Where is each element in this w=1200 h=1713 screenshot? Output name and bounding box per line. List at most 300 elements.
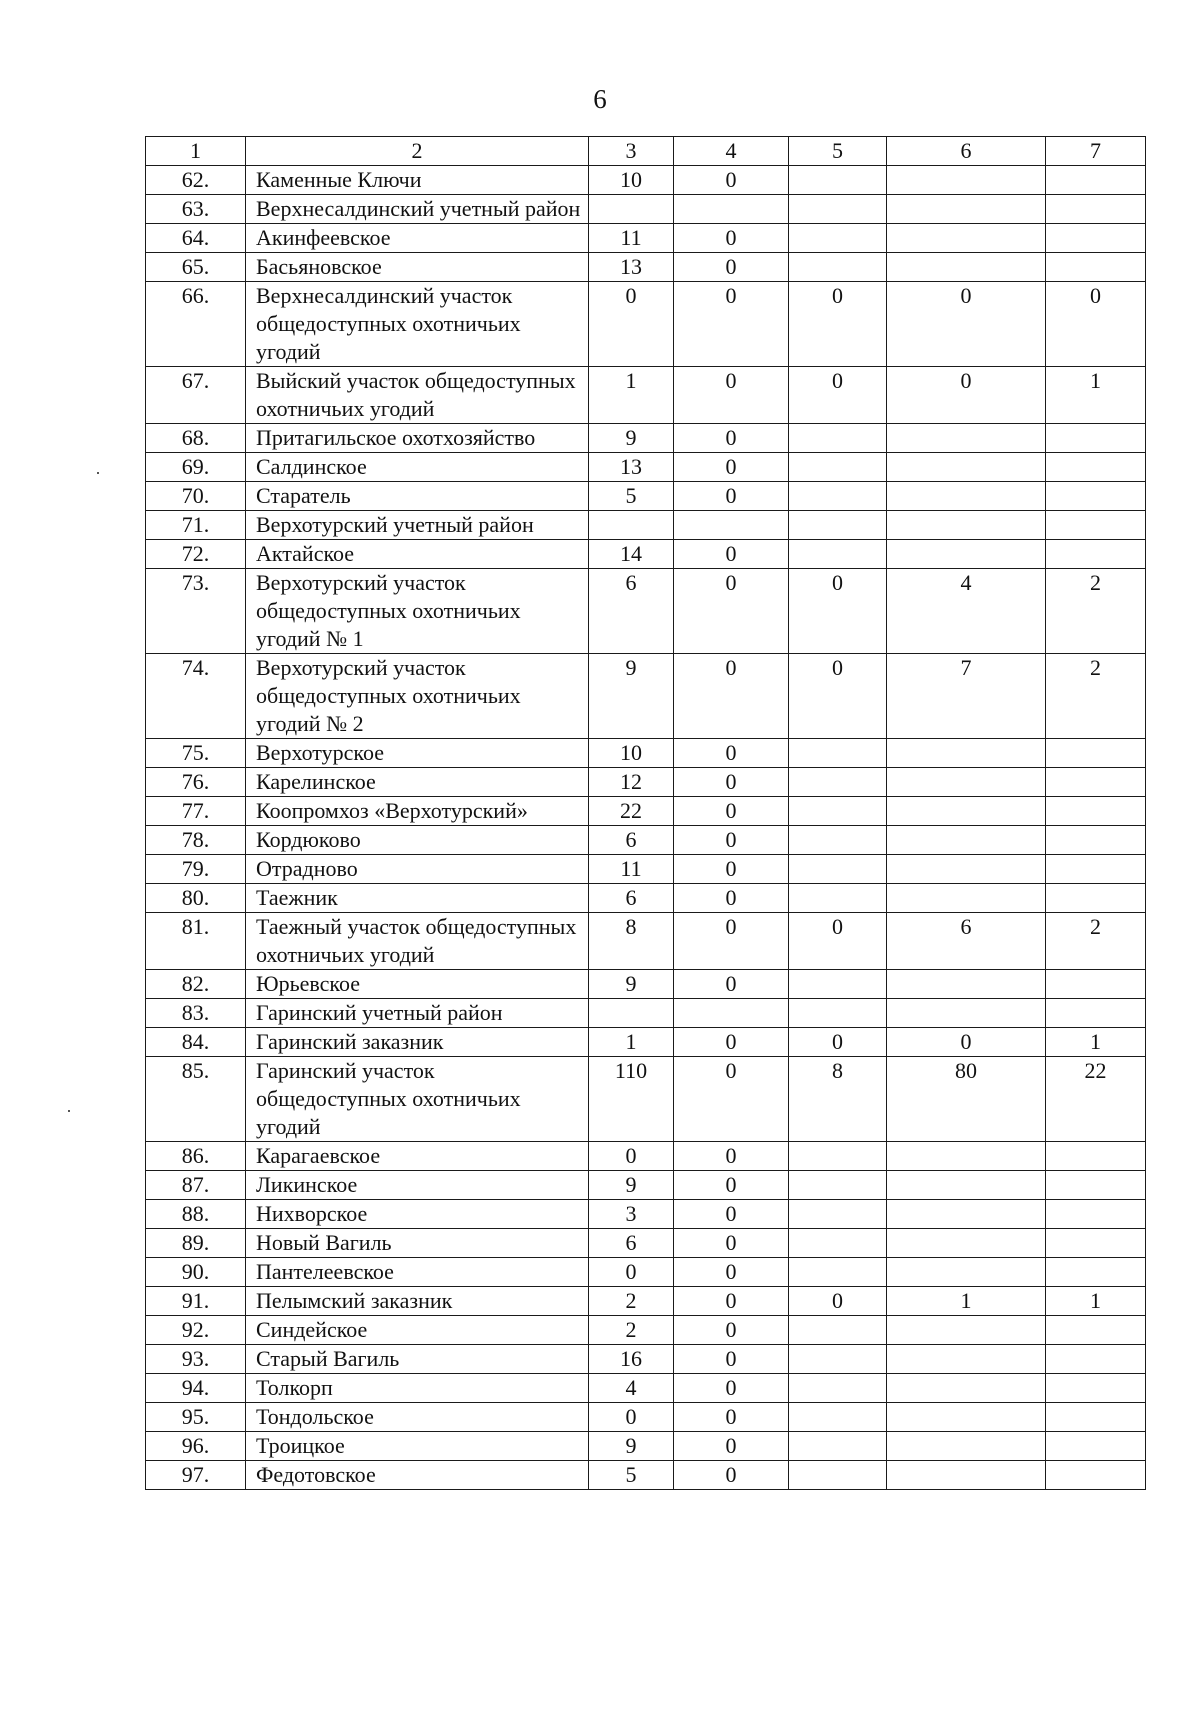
row-col-4: 0 — [674, 1316, 789, 1345]
row-col-5 — [789, 1229, 887, 1258]
row-col-5 — [789, 1316, 887, 1345]
row-col-5 — [789, 826, 887, 855]
row-number: 68. — [146, 424, 246, 453]
row-number: 67. — [146, 367, 246, 424]
row-col-6: 0 — [887, 282, 1046, 367]
row-col-4 — [674, 511, 789, 540]
row-col-5 — [789, 768, 887, 797]
row-col-6 — [887, 797, 1046, 826]
row-col-6 — [887, 166, 1046, 195]
row-col-6 — [887, 768, 1046, 797]
row-col-5 — [789, 166, 887, 195]
row-col-4: 0 — [674, 654, 789, 739]
row-col-5 — [789, 970, 887, 999]
row-col-3: 2 — [589, 1316, 674, 1345]
row-col-6 — [887, 195, 1046, 224]
row-name: Нихворское — [246, 1200, 589, 1229]
row-name: Тондольское — [246, 1403, 589, 1432]
header-cell-6: 6 — [887, 137, 1046, 166]
row-col-3: 1 — [589, 1028, 674, 1057]
row-number: 78. — [146, 826, 246, 855]
row-col-7 — [1046, 1142, 1146, 1171]
row-number: 86. — [146, 1142, 246, 1171]
row-col-5 — [789, 855, 887, 884]
table-row — [146, 253, 1146, 282]
table-row — [146, 1345, 1146, 1374]
row-col-4: 0 — [674, 1345, 789, 1374]
row-name: Отрадново — [246, 855, 589, 884]
row-col-5 — [789, 1200, 887, 1229]
row-number: 66. — [146, 282, 246, 367]
row-number: 79. — [146, 855, 246, 884]
row-col-3: 16 — [589, 1345, 674, 1374]
row-col-5 — [789, 453, 887, 482]
row-name: Карелинское — [246, 768, 589, 797]
row-name: Гаринский участок общедоступных охотничьих угодий — [246, 1057, 589, 1142]
row-col-4: 0 — [674, 166, 789, 195]
row-col-5 — [789, 511, 887, 540]
row-name: Верхотурский участок общедоступных охотничьих угодий № 2 — [246, 654, 589, 739]
row-col-4: 0 — [674, 970, 789, 999]
row-number: 88. — [146, 1200, 246, 1229]
row-col-3: 6 — [589, 569, 674, 654]
row-col-4: 0 — [674, 797, 789, 826]
table-row — [146, 166, 1146, 195]
row-col-3: 10 — [589, 166, 674, 195]
row-name: Новый Вагиль — [246, 1229, 589, 1258]
row-col-7 — [1046, 482, 1146, 511]
row-col-7 — [1046, 253, 1146, 282]
row-col-4: 0 — [674, 1403, 789, 1432]
table-row — [146, 768, 1146, 797]
row-col-6 — [887, 1374, 1046, 1403]
row-col-4 — [674, 195, 789, 224]
row-col-6 — [887, 1461, 1046, 1490]
row-col-4: 0 — [674, 367, 789, 424]
row-number: 94. — [146, 1374, 246, 1403]
row-col-5 — [789, 224, 887, 253]
table-row — [146, 195, 1146, 224]
row-col-3: 2 — [589, 1287, 674, 1316]
row-col-7 — [1046, 797, 1146, 826]
row-name: Кордюково — [246, 826, 589, 855]
row-name: Таежный участок общедоступных охотничьих угодий — [246, 913, 589, 970]
row-col-3: 0 — [589, 282, 674, 367]
row-col-6 — [887, 1432, 1046, 1461]
row-col-3: 0 — [589, 1142, 674, 1171]
row-col-4: 0 — [674, 913, 789, 970]
row-col-3 — [589, 999, 674, 1028]
row-col-4: 0 — [674, 1287, 789, 1316]
row-col-5 — [789, 482, 887, 511]
table-row — [146, 1142, 1146, 1171]
row-col-6 — [887, 482, 1046, 511]
row-number: 89. — [146, 1229, 246, 1258]
row-col-3: 9 — [589, 424, 674, 453]
row-col-6: 0 — [887, 1028, 1046, 1057]
row-col-5 — [789, 540, 887, 569]
table-row — [146, 367, 1146, 424]
row-col-3 — [589, 195, 674, 224]
row-col-7 — [1046, 1374, 1146, 1403]
row-name: Пелымский заказник — [246, 1287, 589, 1316]
row-name: Коопромхоз «Верхотурский» — [246, 797, 589, 826]
table-row — [146, 540, 1146, 569]
row-col-3: 12 — [589, 768, 674, 797]
row-col-7 — [1046, 739, 1146, 768]
row-name: Каменные Ключи — [246, 166, 589, 195]
header-cell-2: 2 — [246, 137, 589, 166]
row-col-6 — [887, 970, 1046, 999]
row-col-3: 6 — [589, 826, 674, 855]
row-col-3: 5 — [589, 1461, 674, 1490]
row-col-7 — [1046, 540, 1146, 569]
row-col-6 — [887, 224, 1046, 253]
scan-speck — [68, 1110, 70, 1112]
row-col-7 — [1046, 453, 1146, 482]
row-col-5 — [789, 884, 887, 913]
table-row — [146, 970, 1146, 999]
table-row — [146, 999, 1146, 1028]
table-row — [146, 1229, 1146, 1258]
row-col-3: 1 — [589, 367, 674, 424]
row-col-3: 0 — [589, 1258, 674, 1287]
row-name: Верхотурский участок общедоступных охотничьих угодий № 1 — [246, 569, 589, 654]
row-col-3: 110 — [589, 1057, 674, 1142]
row-col-7 — [1046, 826, 1146, 855]
row-col-4: 0 — [674, 1432, 789, 1461]
row-name: Верхнесалдинский учетный район — [246, 195, 589, 224]
row-col-3: 0 — [589, 1403, 674, 1432]
row-name: Синдейское — [246, 1316, 589, 1345]
row-col-4: 0 — [674, 1461, 789, 1490]
row-col-7 — [1046, 1316, 1146, 1345]
row-col-4: 0 — [674, 1028, 789, 1057]
table-row — [146, 282, 1146, 367]
row-col-3: 11 — [589, 855, 674, 884]
row-col-7 — [1046, 224, 1146, 253]
table-row — [146, 1057, 1146, 1142]
row-col-4: 0 — [674, 768, 789, 797]
row-col-4: 0 — [674, 453, 789, 482]
row-col-4: 0 — [674, 1229, 789, 1258]
row-col-7 — [1046, 424, 1146, 453]
table-row — [146, 1171, 1146, 1200]
row-number: 87. — [146, 1171, 246, 1200]
row-col-3: 10 — [589, 739, 674, 768]
row-col-6 — [887, 453, 1046, 482]
row-col-5: 0 — [789, 654, 887, 739]
row-name: Ликинское — [246, 1171, 589, 1200]
row-col-3: 6 — [589, 884, 674, 913]
row-col-3: 9 — [589, 970, 674, 999]
row-number: 75. — [146, 739, 246, 768]
row-col-5: 0 — [789, 367, 887, 424]
row-col-5: 0 — [789, 1028, 887, 1057]
table-body — [146, 137, 1146, 1490]
row-col-6 — [887, 424, 1046, 453]
row-col-5 — [789, 1461, 887, 1490]
table-row — [146, 424, 1146, 453]
row-name: Федотовское — [246, 1461, 589, 1490]
row-number: 76. — [146, 768, 246, 797]
row-col-3: 8 — [589, 913, 674, 970]
row-col-6 — [887, 1200, 1046, 1229]
row-col-4: 0 — [674, 1171, 789, 1200]
table-row — [146, 1374, 1146, 1403]
header-cell-7: 7 — [1046, 137, 1146, 166]
row-number: 63. — [146, 195, 246, 224]
row-number: 91. — [146, 1287, 246, 1316]
row-col-5 — [789, 424, 887, 453]
row-col-3: 6 — [589, 1229, 674, 1258]
row-col-7: 1 — [1046, 1287, 1146, 1316]
row-col-3: 9 — [589, 654, 674, 739]
row-name: Акинфеевское — [246, 224, 589, 253]
row-name: Карагаевское — [246, 1142, 589, 1171]
row-col-4: 0 — [674, 569, 789, 654]
row-col-6: 1 — [887, 1287, 1046, 1316]
row-col-4: 0 — [674, 424, 789, 453]
row-col-7: 2 — [1046, 569, 1146, 654]
row-number: 72. — [146, 540, 246, 569]
row-col-6 — [887, 884, 1046, 913]
row-col-5 — [789, 1432, 887, 1461]
row-name: Верхотурский учетный район — [246, 511, 589, 540]
row-number: 90. — [146, 1258, 246, 1287]
row-col-7 — [1046, 1403, 1146, 1432]
row-col-3: 13 — [589, 253, 674, 282]
row-col-4 — [674, 999, 789, 1028]
row-number: 73. — [146, 569, 246, 654]
row-name: Басьяновское — [246, 253, 589, 282]
row-col-6: 0 — [887, 367, 1046, 424]
row-number: 85. — [146, 1057, 246, 1142]
row-col-5: 0 — [789, 1287, 887, 1316]
row-col-6: 7 — [887, 654, 1046, 739]
row-number: 84. — [146, 1028, 246, 1057]
table-row — [146, 224, 1146, 253]
row-col-3: 4 — [589, 1374, 674, 1403]
row-col-7: 0 — [1046, 282, 1146, 367]
row-col-4: 0 — [674, 1142, 789, 1171]
row-number: 93. — [146, 1345, 246, 1374]
row-col-6: 6 — [887, 913, 1046, 970]
row-col-7: 22 — [1046, 1057, 1146, 1142]
row-col-5: 0 — [789, 913, 887, 970]
row-name: Притагильское охотхозяйство — [246, 424, 589, 453]
header-cell-1: 1 — [146, 137, 246, 166]
row-col-3: 9 — [589, 1171, 674, 1200]
row-name: Салдинское — [246, 453, 589, 482]
row-col-4: 0 — [674, 282, 789, 367]
row-name: Таежник — [246, 884, 589, 913]
row-col-6 — [887, 1229, 1046, 1258]
row-name: Верхнесалдинский участок общедоступных охотничьих угодий — [246, 282, 589, 367]
row-col-3: 3 — [589, 1200, 674, 1229]
row-col-7 — [1046, 1432, 1146, 1461]
table-row — [146, 1403, 1146, 1432]
table-row — [146, 1258, 1146, 1287]
row-col-5 — [789, 1403, 887, 1432]
row-number: 71. — [146, 511, 246, 540]
row-col-7 — [1046, 999, 1146, 1028]
row-col-6 — [887, 1258, 1046, 1287]
row-number: 95. — [146, 1403, 246, 1432]
row-name: Гаринский учетный район — [246, 999, 589, 1028]
row-col-7 — [1046, 1345, 1146, 1374]
row-number: 70. — [146, 482, 246, 511]
table-row — [146, 511, 1146, 540]
page-number: 6 — [593, 84, 607, 114]
table-row — [146, 569, 1146, 654]
row-col-6 — [887, 253, 1046, 282]
row-number: 97. — [146, 1461, 246, 1490]
row-col-3 — [589, 511, 674, 540]
header-cell-3: 3 — [589, 137, 674, 166]
header-cell-5: 5 — [789, 137, 887, 166]
row-col-4: 0 — [674, 826, 789, 855]
row-number: 69. — [146, 453, 246, 482]
row-name: Старатель — [246, 482, 589, 511]
row-name: Толкорп — [246, 1374, 589, 1403]
row-col-4: 0 — [674, 855, 789, 884]
row-col-7: 2 — [1046, 913, 1146, 970]
row-col-7 — [1046, 768, 1146, 797]
row-number: 80. — [146, 884, 246, 913]
row-col-6 — [887, 1345, 1046, 1374]
row-col-7 — [1046, 970, 1146, 999]
table-row — [146, 797, 1146, 826]
row-name: Выйский участок общедоступных охотничьих угодий — [246, 367, 589, 424]
row-col-3: 5 — [589, 482, 674, 511]
row-name: Верхотурское — [246, 739, 589, 768]
row-col-7 — [1046, 1229, 1146, 1258]
row-col-7 — [1046, 884, 1146, 913]
table-row — [146, 739, 1146, 768]
row-col-7 — [1046, 511, 1146, 540]
row-col-5 — [789, 1258, 887, 1287]
row-number: 81. — [146, 913, 246, 970]
header-cell-4: 4 — [674, 137, 789, 166]
row-col-5 — [789, 1142, 887, 1171]
row-number: 65. — [146, 253, 246, 282]
row-col-6 — [887, 511, 1046, 540]
row-col-5 — [789, 1345, 887, 1374]
row-number: 64. — [146, 224, 246, 253]
row-number: 74. — [146, 654, 246, 739]
table-row — [146, 913, 1146, 970]
row-col-3: 14 — [589, 540, 674, 569]
row-col-5: 8 — [789, 1057, 887, 1142]
row-col-3: 13 — [589, 453, 674, 482]
row-number: 62. — [146, 166, 246, 195]
scan-speck — [97, 472, 99, 474]
row-col-7: 1 — [1046, 1028, 1146, 1057]
row-col-6 — [887, 540, 1046, 569]
table-row — [146, 1316, 1146, 1345]
row-col-6 — [887, 1142, 1046, 1171]
row-col-7 — [1046, 1171, 1146, 1200]
row-number: 77. — [146, 797, 246, 826]
row-col-7 — [1046, 1461, 1146, 1490]
row-name: Старый Вагиль — [246, 1345, 589, 1374]
row-col-4: 0 — [674, 1374, 789, 1403]
table-row — [146, 1287, 1146, 1316]
row-col-6 — [887, 1171, 1046, 1200]
row-col-7: 2 — [1046, 654, 1146, 739]
row-col-4: 0 — [674, 884, 789, 913]
row-col-5 — [789, 797, 887, 826]
table-row — [146, 1461, 1146, 1490]
row-col-5: 0 — [789, 569, 887, 654]
row-col-5 — [789, 1374, 887, 1403]
row-name: Юрьевское — [246, 970, 589, 999]
row-col-3: 22 — [589, 797, 674, 826]
data-table — [145, 136, 1146, 1490]
row-col-5 — [789, 253, 887, 282]
row-number: 83. — [146, 999, 246, 1028]
row-number: 92. — [146, 1316, 246, 1345]
table-header-row — [146, 137, 1146, 166]
table-row — [146, 855, 1146, 884]
row-col-6 — [887, 1316, 1046, 1345]
row-col-6 — [887, 1403, 1046, 1432]
row-col-3: 9 — [589, 1432, 674, 1461]
row-col-7 — [1046, 1258, 1146, 1287]
row-col-5 — [789, 195, 887, 224]
row-col-5 — [789, 999, 887, 1028]
table-row — [146, 654, 1146, 739]
table-row — [146, 826, 1146, 855]
row-name: Актайское — [246, 540, 589, 569]
row-col-7 — [1046, 195, 1146, 224]
row-col-6 — [887, 855, 1046, 884]
row-col-6: 80 — [887, 1057, 1046, 1142]
row-col-4: 0 — [674, 1200, 789, 1229]
row-col-7: 1 — [1046, 367, 1146, 424]
row-col-5 — [789, 739, 887, 768]
row-number: 82. — [146, 970, 246, 999]
row-name: Пантелеевское — [246, 1258, 589, 1287]
row-col-4: 0 — [674, 482, 789, 511]
row-col-4: 0 — [674, 1258, 789, 1287]
table-row — [146, 482, 1146, 511]
row-name: Гаринский заказник — [246, 1028, 589, 1057]
row-col-3: 11 — [589, 224, 674, 253]
row-col-4: 0 — [674, 253, 789, 282]
row-col-4: 0 — [674, 540, 789, 569]
table-row — [146, 1432, 1146, 1461]
row-col-7 — [1046, 166, 1146, 195]
row-number: 96. — [146, 1432, 246, 1461]
row-name: Троицкое — [246, 1432, 589, 1461]
row-col-7 — [1046, 1200, 1146, 1229]
row-col-4: 0 — [674, 1057, 789, 1142]
row-col-4: 0 — [674, 224, 789, 253]
table-row — [146, 884, 1146, 913]
row-col-7 — [1046, 855, 1146, 884]
row-col-5: 0 — [789, 282, 887, 367]
row-col-6 — [887, 739, 1046, 768]
row-col-6 — [887, 999, 1046, 1028]
row-col-4: 0 — [674, 739, 789, 768]
row-col-6 — [887, 826, 1046, 855]
row-col-6: 4 — [887, 569, 1046, 654]
row-col-5 — [789, 1171, 887, 1200]
table-row — [146, 1200, 1146, 1229]
table-row — [146, 1028, 1146, 1057]
